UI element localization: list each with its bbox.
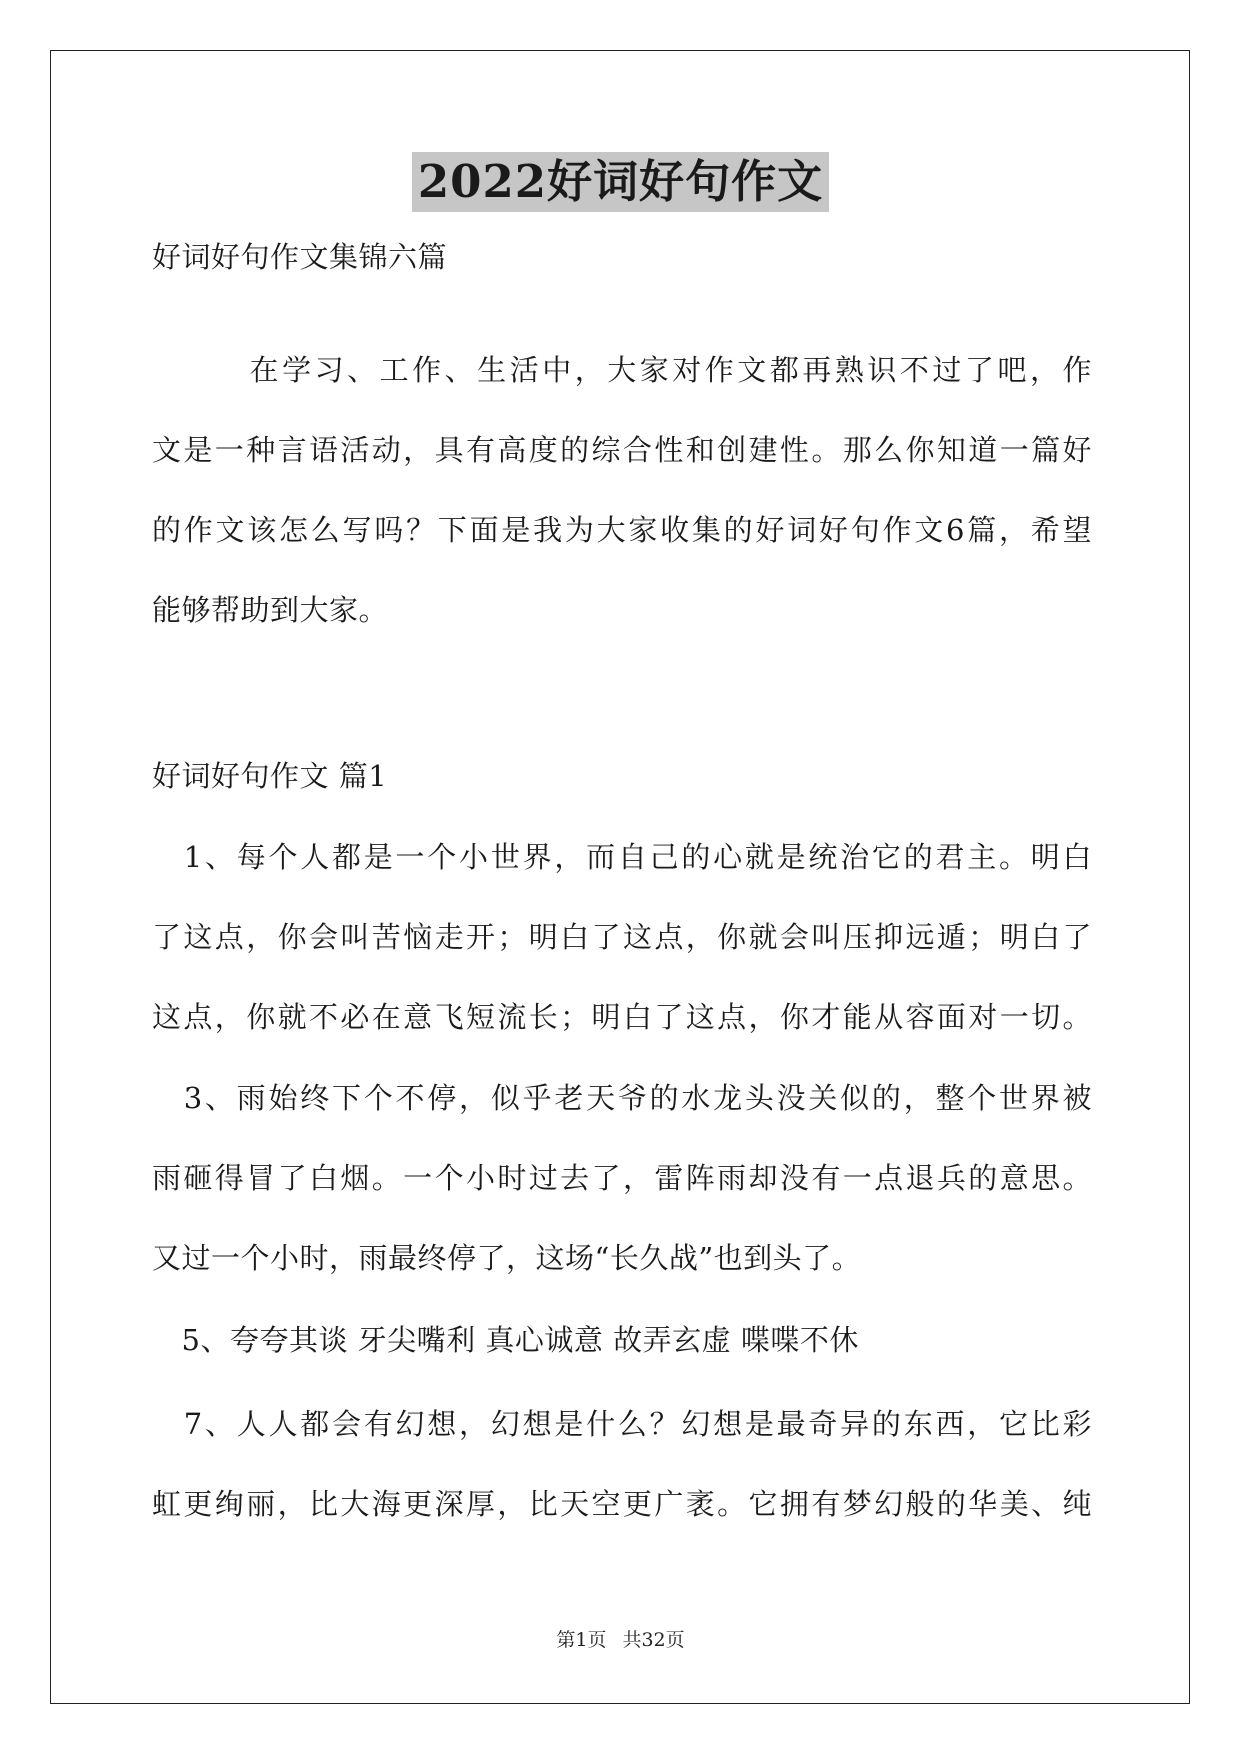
- document-subtitle: 好词好句作文集锦六篇: [152, 240, 448, 274]
- intro-line-3: 的作文该怎么写吗？下面是我为大家收集的好词好句作文6篇，希望: [152, 513, 1092, 547]
- item-5-line-1: 5、夸夸其谈 牙尖嘴利 真心诚意 故弄玄虚 喋喋不休: [152, 1323, 859, 1357]
- intro-line-2: 文是一种言语活动，具有高度的综合性和创建性。那么你知道一篇好: [152, 433, 1092, 467]
- section-heading: 好词好句作文 篇1: [152, 759, 388, 793]
- item-3-line-3: 又过一个小时，雨最终停了，这场“长久战”也到头了。: [152, 1241, 862, 1275]
- page-footer: [0, 1627, 1241, 1653]
- item-1-line-1: 1、每个人都是一个小世界，而自己的心就是统治它的君主。明白: [152, 840, 1092, 874]
- page-number-current: 第1页: [556, 1629, 607, 1651]
- document-title: 2022好词好句作文: [412, 152, 829, 212]
- item-1-line-3: 这点，你就不必在意飞短流长；明白了这点，你才能从容面对一切。: [152, 1000, 1092, 1034]
- item-3-line-1: 3、雨始终下个不停，似乎老天爷的水龙头没关似的，整个世界被: [152, 1081, 1092, 1115]
- intro-line-4: 能够帮助到大家。: [152, 593, 389, 627]
- intro-line-1: 在学习、工作、生活中，大家对作文都再熟识不过了吧，作: [152, 353, 1092, 387]
- page-number-total: 共32页: [622, 1629, 685, 1651]
- item-7-line-1: 7、人人都会有幻想，幻想是什么？幻想是最奇异的东西，它比彩: [152, 1407, 1092, 1441]
- item-3-line-2: 雨砸得冒了白烟。一个小时过去了，雷阵雨却没有一点退兵的意思。: [152, 1161, 1092, 1195]
- document-title-container: [0, 152, 1241, 216]
- page-border: [50, 50, 1190, 1704]
- item-7-line-2: 虹更绚丽，比大海更深厚，比天空更广袤。它拥有梦幻般的华美、纯: [152, 1487, 1092, 1521]
- item-1-line-2: 了这点，你会叫苦恼走开；明白了这点，你就会叫压抑远遁；明白了: [152, 920, 1092, 954]
